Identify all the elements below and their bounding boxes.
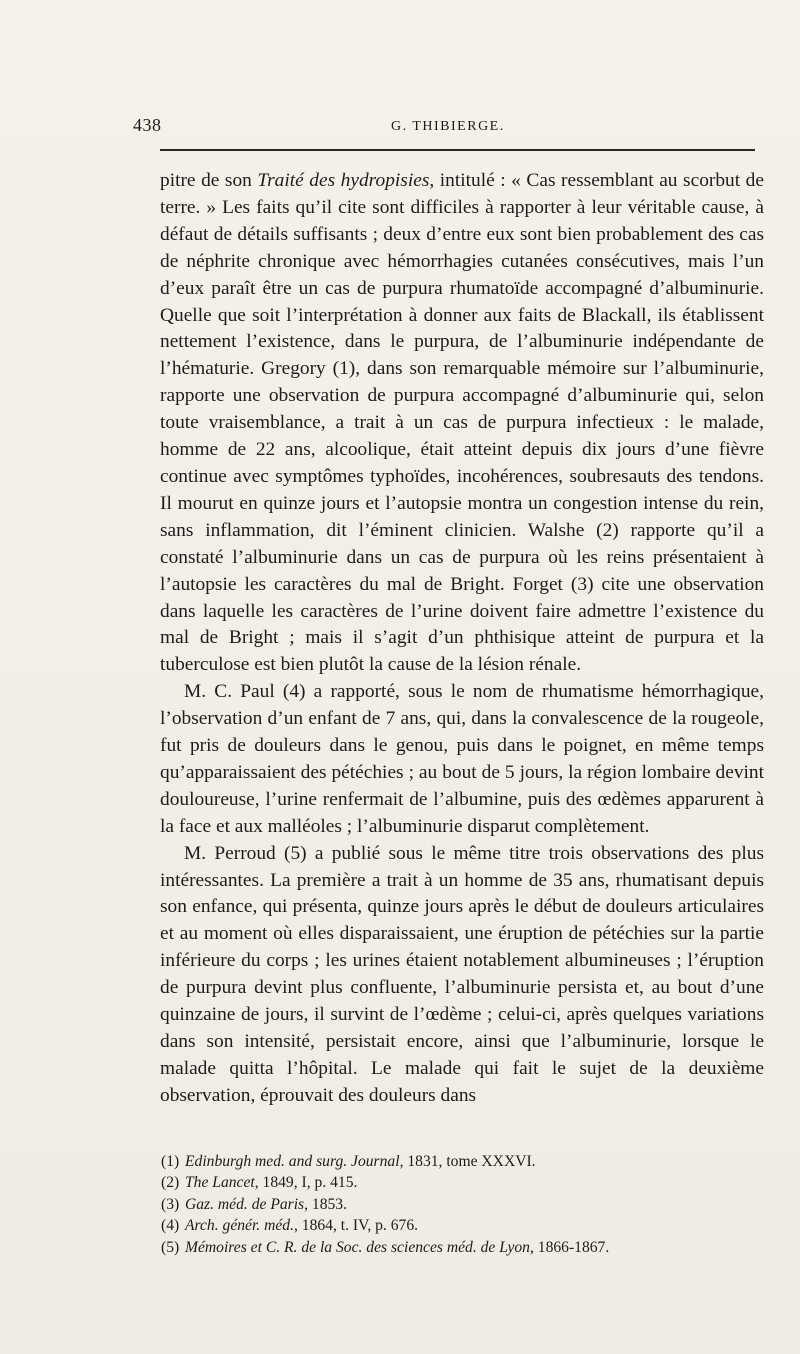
footnote-details: , 1849, I, p. 415. xyxy=(254,1174,358,1192)
paragraph-2: M. C. Paul (4) a rapporté, sous le nom de rhumatisme hémorrhagique, l’observation d’un enfant de 7 ans, qui, dans la convalescence de la rougeole, fut pris de douleurs dans le genou, puis dans le poignet, en même temps qu’apparaissaient des pétéchies ; au bout de 5 jours, la région lombaire devint douloureuse, l’urine renfermait de l’albumine, puis des œdèmes apparurent à la face et aux malléoles ; l’albuminurie disparut complètement. xyxy=(160,681,764,837)
footnote-1 xyxy=(161,1151,761,1172)
footnote-4 xyxy=(161,1215,761,1236)
footnote-source: Arch. génér. méd. xyxy=(185,1217,294,1235)
footnote-details: , 1866-1867. xyxy=(529,1238,610,1256)
footnote-details: , 1831, tome XXXVI. xyxy=(399,1153,536,1170)
footnote-details: , 1853. xyxy=(304,1195,347,1213)
footnote-source: The Lancet xyxy=(185,1174,255,1192)
footnote-source: Mémoires et C. R. de la Soc. des sciences méd. de Lyon xyxy=(185,1238,530,1256)
paragraph-1-start: pitre de son xyxy=(160,170,258,191)
footnote-number: (4) xyxy=(161,1217,180,1235)
paragraph-1 xyxy=(160,168,764,679)
footnote-5 xyxy=(161,1237,761,1258)
page-header xyxy=(133,115,753,141)
footnote-number: (2) xyxy=(161,1174,180,1192)
book-title: Traité des hydropisies xyxy=(257,170,430,191)
footnote-number: (5) xyxy=(161,1238,180,1256)
footnote-number: (1) xyxy=(161,1153,180,1170)
footnote-source: Edinburgh med. and surg. Journal xyxy=(185,1153,400,1170)
footnote-2 xyxy=(161,1172,761,1193)
footnotes xyxy=(161,1151,761,1258)
footnote-3 xyxy=(161,1194,761,1215)
page-number: 438 xyxy=(133,115,162,135)
paragraph-3: M. Perroud (5) a publié sous le même titre trois observations des plus intéressantes. La première a trait à un homme de 35 ans, rhumatisant depuis son enfance, qui présenta, quinze jours après le début de douleurs articulaires et au moment où elles disparaissaient, une éruption de pétéchies sur la partie inférieure du corps ; les urines étaient notablement albumineuses ; l’éruption de purpura devint plus confluente, l’albuminurie persista et, au bout d’une quinzaine de jours, il survint de l’œdème ; celui-ci, après quelques variations dans son intensité, persistait encore, ainsi que l’albuminurie, lorsque le malade quitta l’hôpital. Le malade qui fait le sujet de la deuxième observation, éprouvait des douleurs dans xyxy=(160,842,764,1106)
paragraph-1-rest: , intitulé : « Cas ressemblant au scorbut de terre. » Les faits qu’il cite sont difficiles à rapporter à leur véritable cause, à défaut de détails suffisants ; deux d’entre eux sont bien probablement des cas de néphrite chronique avec hémorrhagies cutanées consécutives, mais l’un d’eux paraît être un cas de purpura rhumatoïde accompagné d’albuminurie. Quelle que soit l’interprétation à donner aux faits de Blackall, ils établissent nettement l’existence, dans le purpura, de l’albuminurie indépendante de l’hématurie. Gregory (1), dans son remarquable mémoire sur l’albuminurie, rapporte une observation de purpura accompagné d’albuminurie qui, selon toute vraisemblance, a trait à un cas de purpura infectieux : le malade, homme de 22 ans, alcoolique, était atteint depuis dix jours d’une fièvre continue avec symptômes typhoïdes, incohérences, soubresauts des tendons. Il mourut en quinze jours et l’autopsie montra un congestion intense du rein, sans inflammation, dit l’éminent clinicien. Walshe (2) rapporte qu’il a constaté l’albuminurie dans un cas de purpura où les reins présentaient à l’autopsie les caractères du mal de Bright. Forget (3) cite une observation dans laquelle les caractères de l’urine doivent faire admettre l’existence du mal de Bright ; mais il s’agit d’un phthisique atteint de purpura et la tuberculose est bien plutôt la cause de la lésion rénale. xyxy=(160,170,764,676)
footnote-number: (3) xyxy=(161,1195,180,1213)
footnote-details: , 1864, t. IV, p. 676. xyxy=(293,1217,419,1235)
main-text xyxy=(160,168,764,1110)
footnote-source: Gaz. méd. de Paris xyxy=(185,1195,305,1213)
running-head: G. THIBIERGE. xyxy=(391,119,505,134)
header-rule xyxy=(160,149,755,151)
